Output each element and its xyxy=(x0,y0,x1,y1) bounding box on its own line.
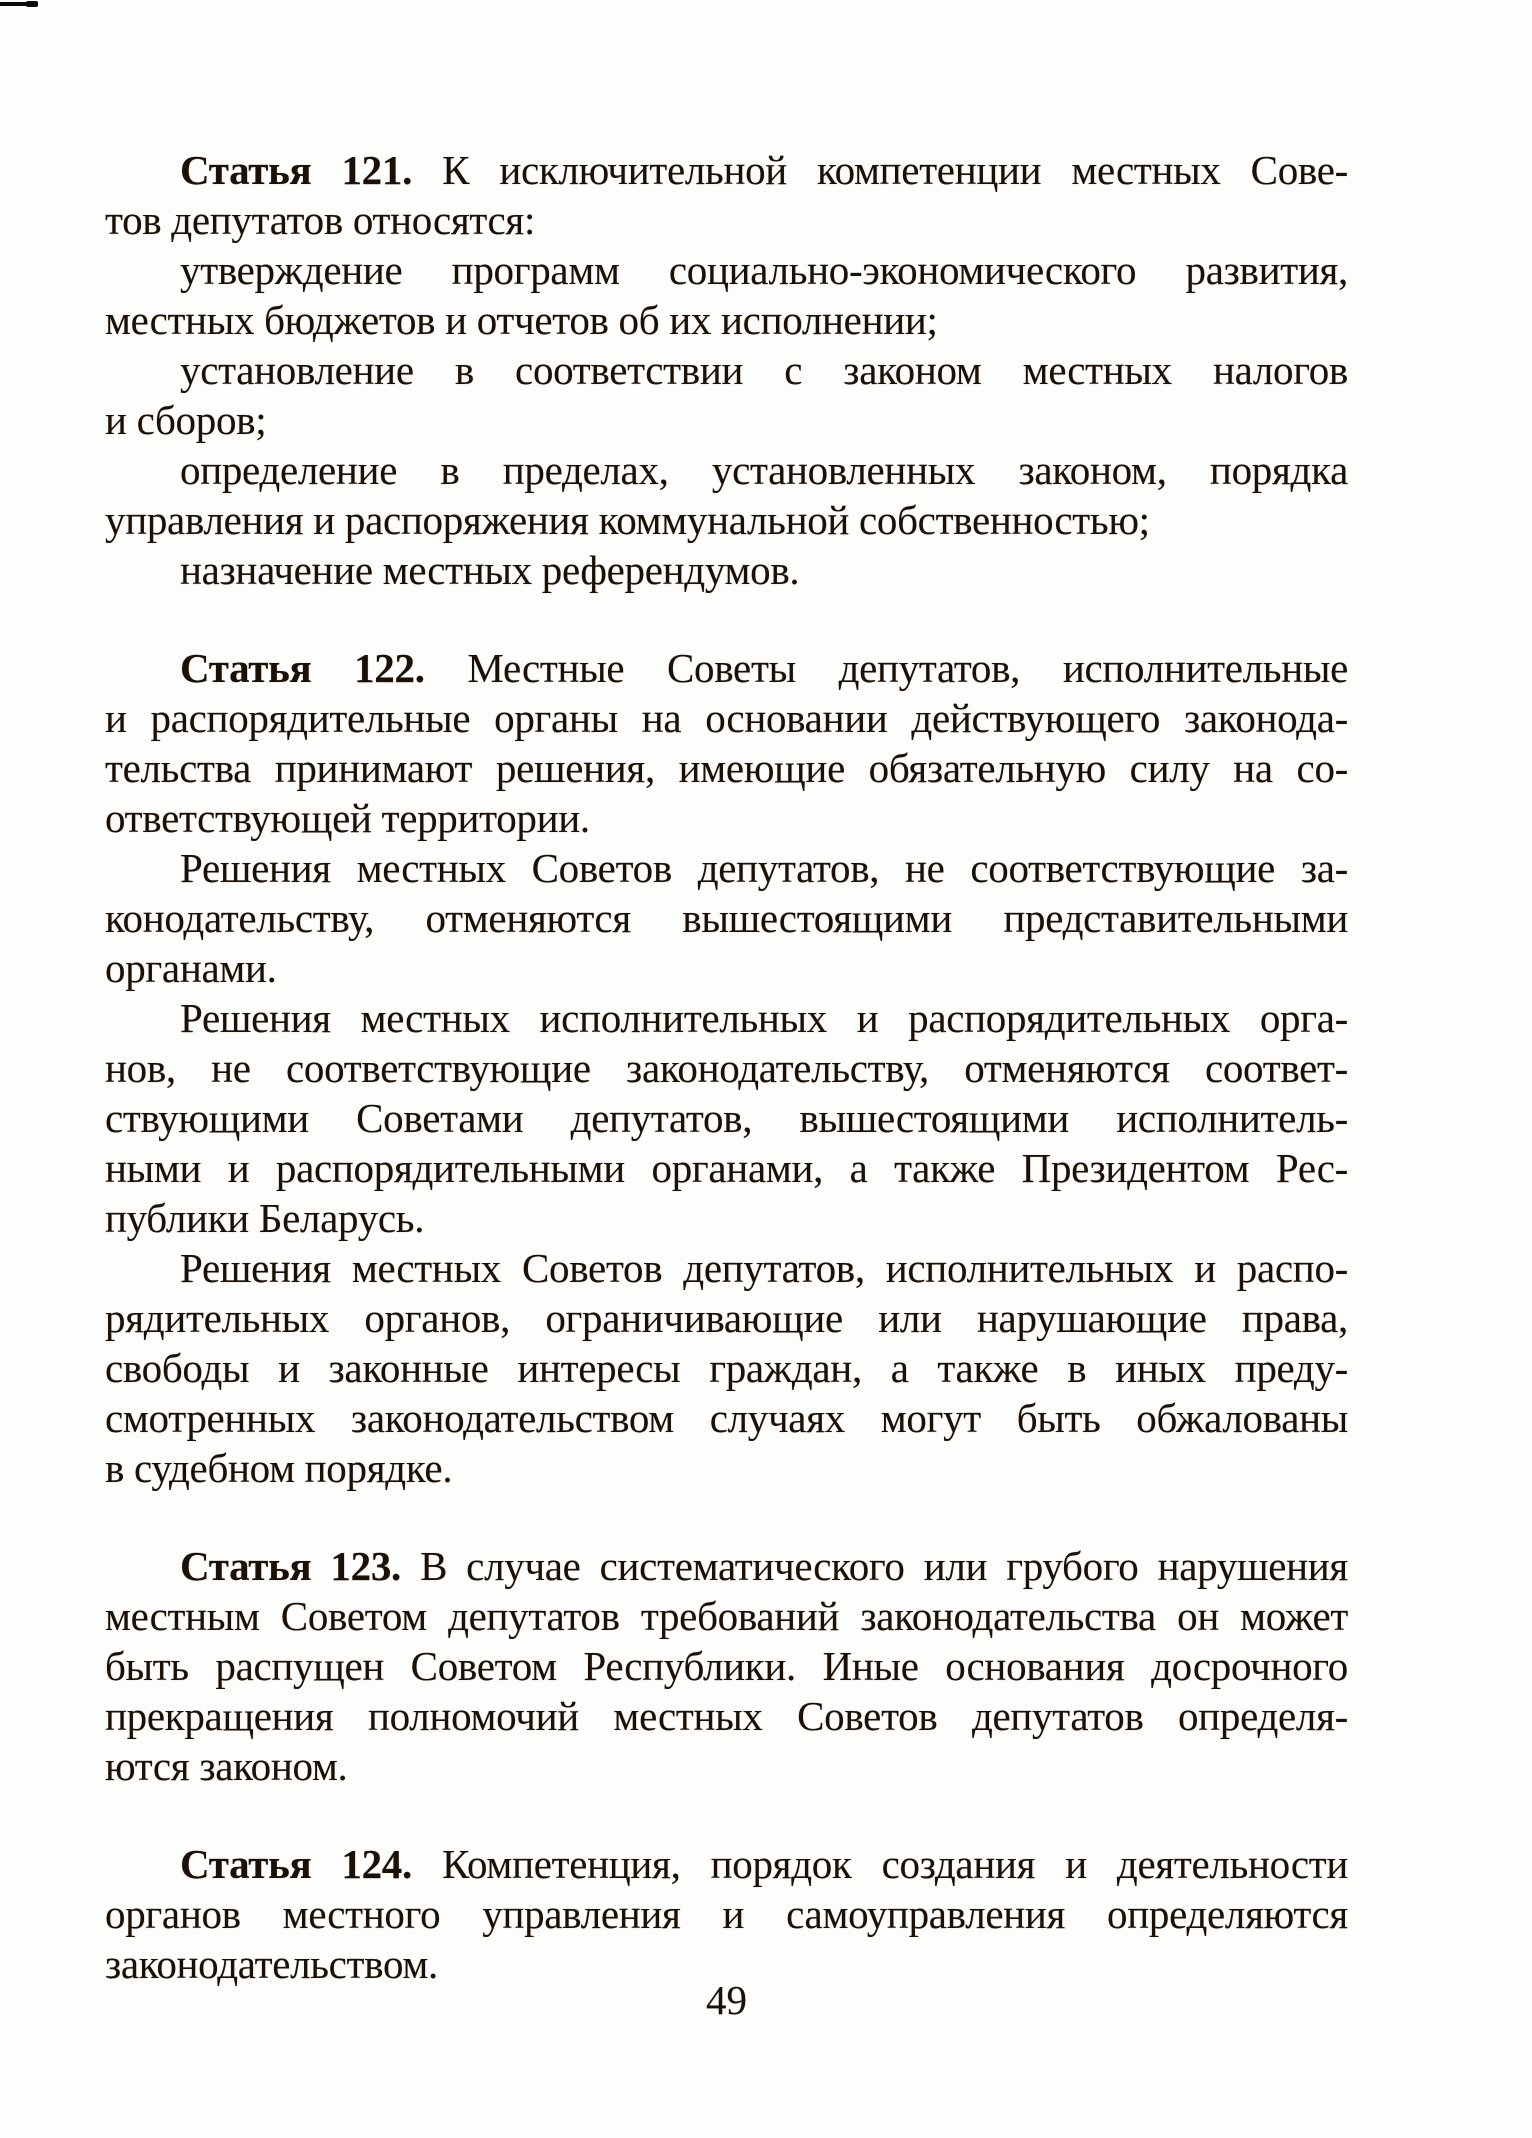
text-line: смотренных законодательством случаях могут быть обжалованы xyxy=(105,1395,1348,1441)
heading-text: Компетенция, порядок создания и деятельности xyxy=(442,1841,1349,1887)
text-line: органов местного управления и самоуправления определяются xyxy=(105,1891,1348,1937)
text-line: прекращения полномочий местных Советов депутатов определя- xyxy=(105,1693,1348,1739)
text-line: ются законом. xyxy=(105,1743,348,1789)
text-line: местных бюджетов и отчетов об их исполнении; xyxy=(105,297,938,343)
text-line: и сборов; xyxy=(105,397,267,443)
article xyxy=(105,1541,1348,1791)
text-line: в судебном порядке. xyxy=(105,1445,453,1491)
page-number: 49 xyxy=(706,1977,747,2023)
text-line: ответствующей территории. xyxy=(105,795,590,841)
text-line: назначение местных референдумов. xyxy=(180,547,800,593)
text-line: органами. xyxy=(105,945,277,991)
text-line: определение в пределах, установленных законом, порядка xyxy=(180,447,1348,493)
text-line: Решения местных исполнительных и распорядительных орга- xyxy=(180,995,1348,1041)
text-line: законодательством. xyxy=(105,1941,438,1987)
article-number-label: Статья 123. xyxy=(180,1543,401,1589)
article-number-label: Статья 121. xyxy=(180,147,413,193)
article-heading-line xyxy=(105,1839,1348,1889)
article-number-label: Статья 122. xyxy=(180,645,425,691)
text-line: управления и распоряжения коммунальной собственностью; xyxy=(105,497,1150,543)
article xyxy=(105,643,1348,1493)
text-line: публики Беларусь. xyxy=(105,1195,425,1241)
text-line: и распорядительные органы на основании действующего законода- xyxy=(105,695,1348,741)
article-heading-line xyxy=(105,145,1348,195)
article-heading-line xyxy=(105,643,1348,693)
text-line: быть распущен Советом Республики. Иные основания досрочного xyxy=(105,1643,1348,1689)
article xyxy=(105,145,1348,595)
text-line: утверждение программ социально-экономического развития, xyxy=(180,247,1348,293)
article-number-label: Статья 124. xyxy=(180,1841,412,1887)
text-line: нов, не соответствующие законодательству, отменяются соответ- xyxy=(105,1045,1348,1091)
text-line: установление в соответствии с законом местных налогов xyxy=(180,347,1348,393)
article-heading-line xyxy=(105,1541,1348,1591)
heading-text: К исключительной компетенции местных Сове- xyxy=(442,147,1348,193)
text-line: ствующими Советами депутатов, вышестоящими исполнитель- xyxy=(105,1095,1348,1141)
text-line: Решения местных Советов депутатов, не соответствующие за- xyxy=(180,845,1348,891)
heading-text: Местные Советы депутатов, исполнительные xyxy=(467,645,1348,691)
text-line: тельства принимают решения, имеющие обязательную силу на со- xyxy=(105,745,1348,791)
scan-artifact-line xyxy=(0,2,38,6)
text-block xyxy=(105,145,1348,1989)
text-line: тов депутатов относятся: xyxy=(105,197,536,243)
heading-text: В случае систематического или грубого нарушения xyxy=(420,1543,1348,1589)
text-line: свободы и законные интересы граждан, а также в иных преду- xyxy=(105,1345,1348,1391)
text-line: рядительных органов, ограничивающие или нарушающие права, xyxy=(105,1295,1348,1341)
text-line: местным Советом депутатов требований законодательства он может xyxy=(105,1593,1348,1639)
text-line: ными и распорядительными органами, а также Президентом Рес- xyxy=(105,1145,1348,1191)
article xyxy=(105,1839,1348,1989)
text-line: Решения местных Советов депутатов, исполнительных и распо- xyxy=(180,1245,1348,1291)
text-line: конодательству, отменяются вышестоящими представительными xyxy=(105,895,1348,941)
